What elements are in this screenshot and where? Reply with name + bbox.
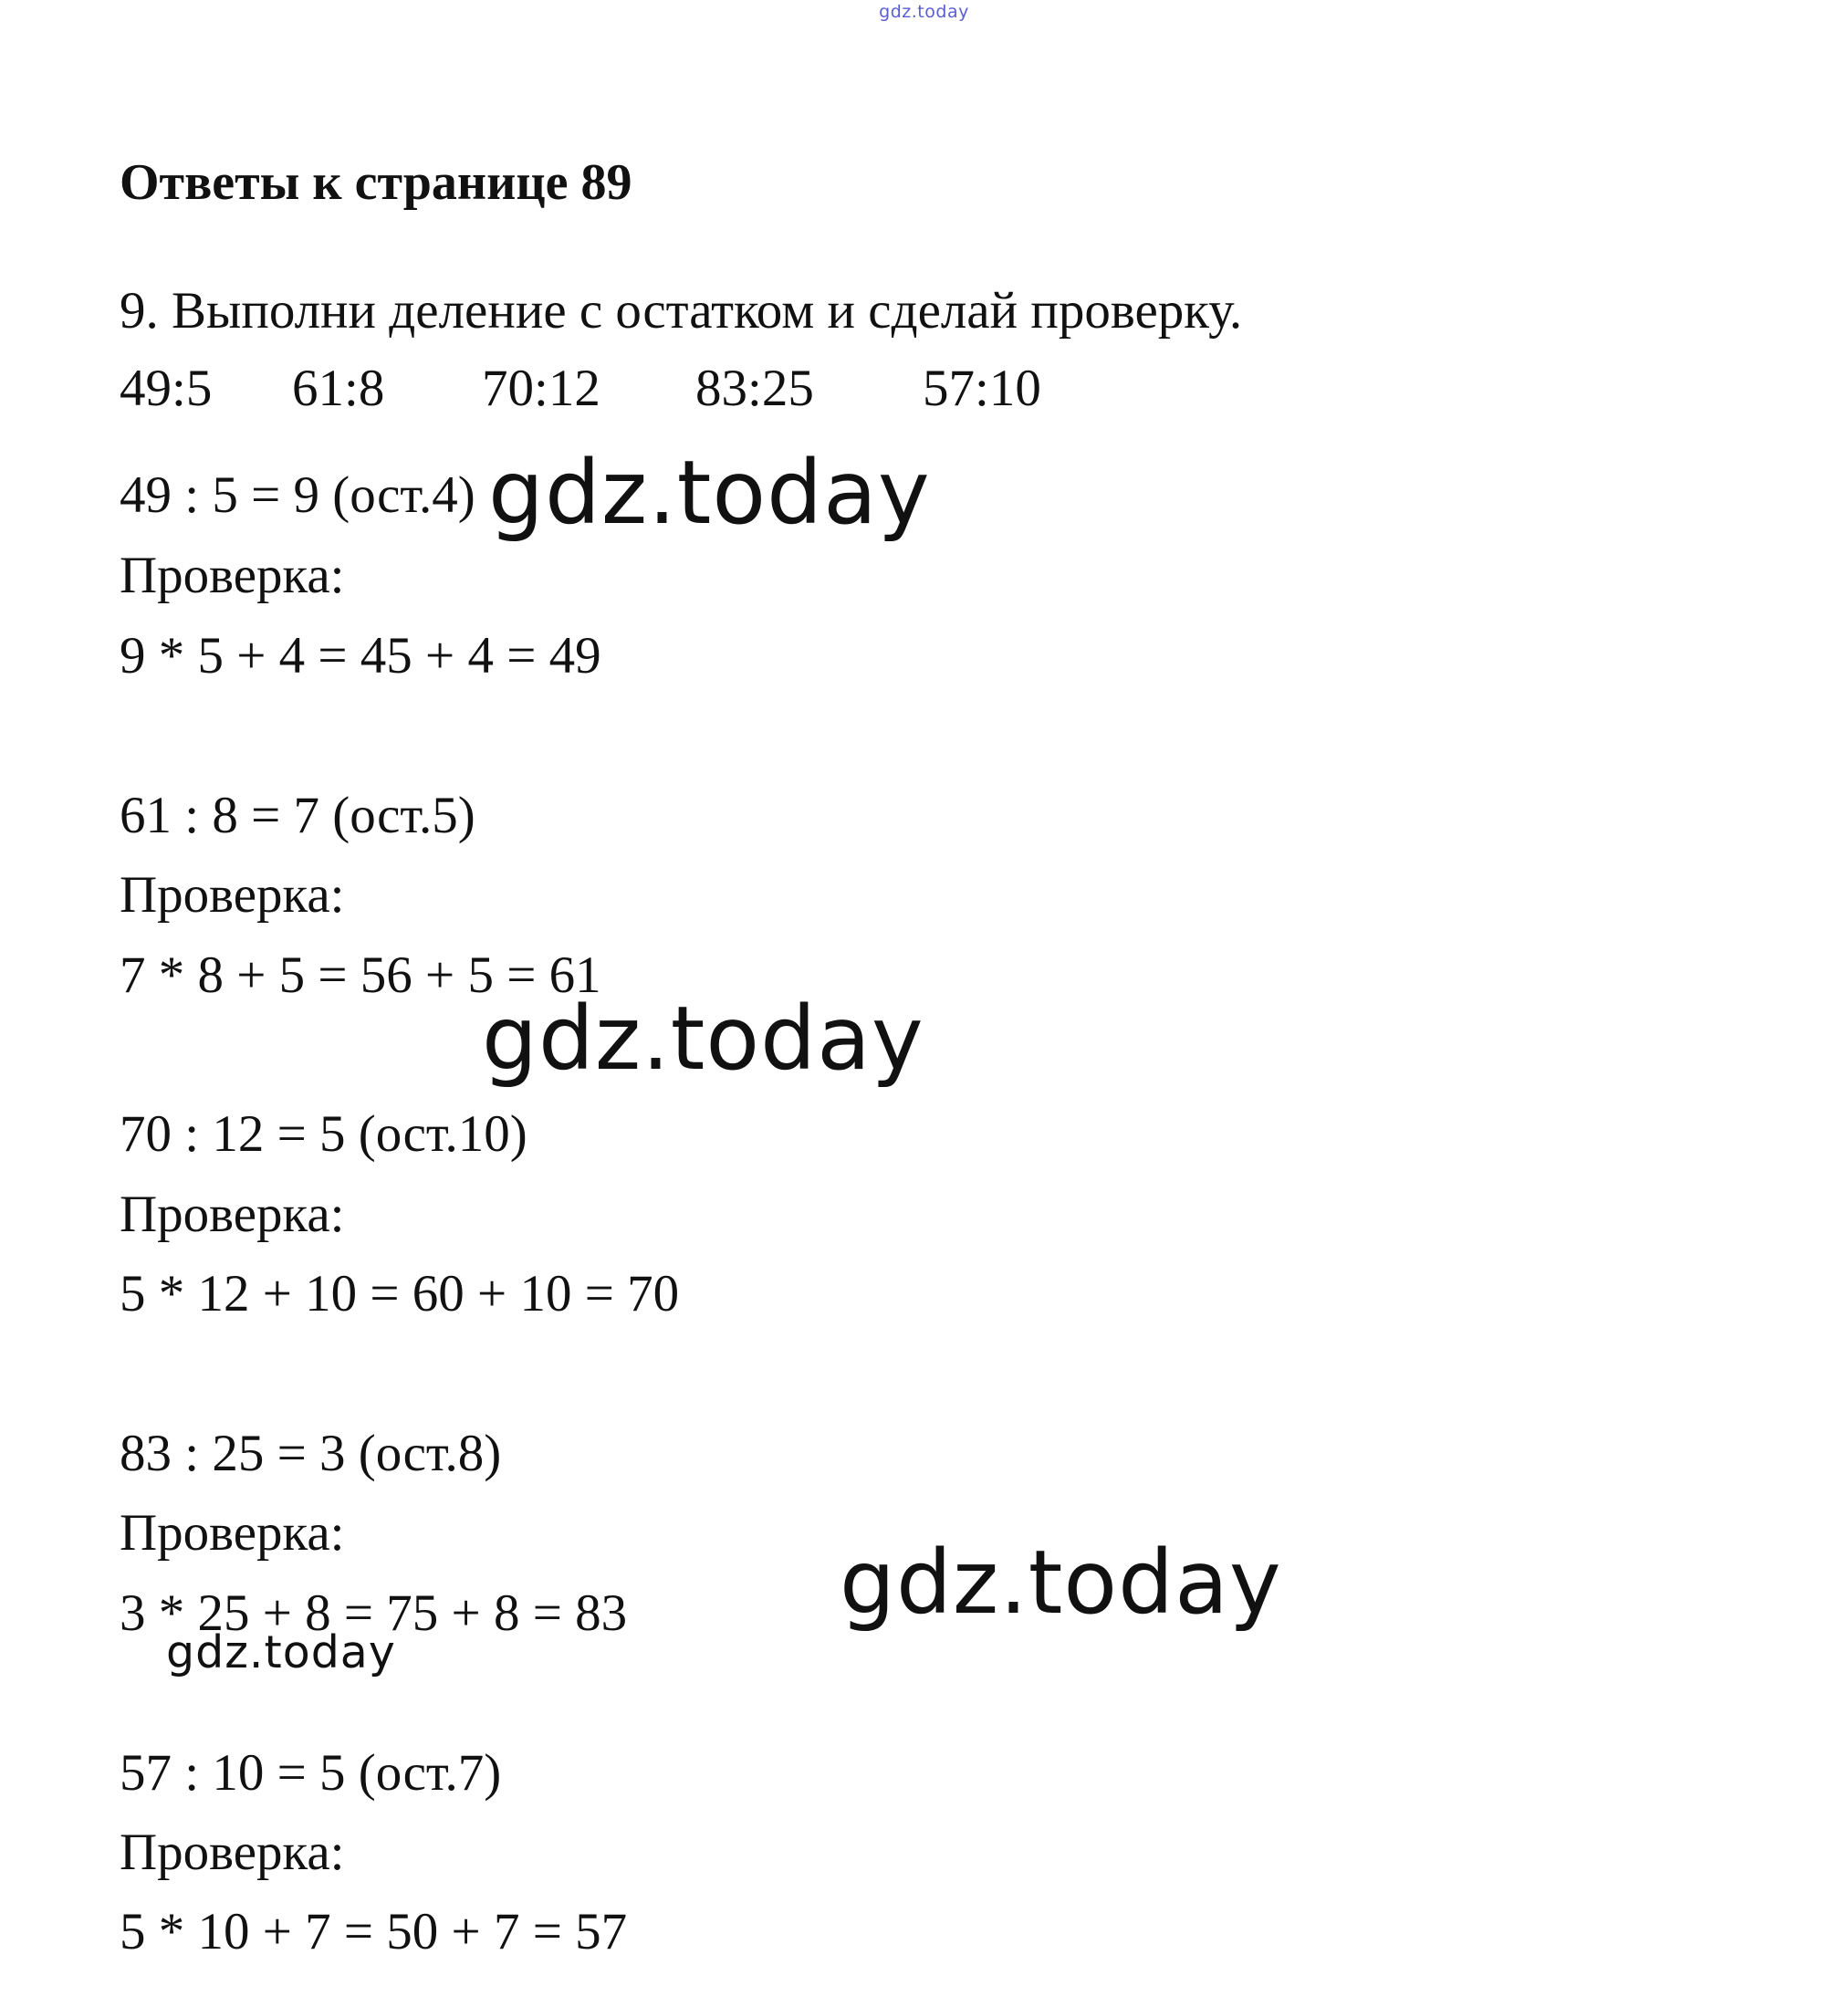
examples-row <box>120 362 1123 417</box>
watermark: gdz.today <box>166 1626 396 1678</box>
watermark: gdz.today <box>840 1531 1282 1634</box>
top-watermark: gdz.today <box>879 2 969 22</box>
check-label: Проверка: <box>120 1824 345 1881</box>
example-item: 49:5 <box>120 360 213 417</box>
example-item: 70:12 <box>482 360 600 417</box>
solution-equation: 70 : 12 = 5 (ост.10) <box>120 1105 527 1163</box>
solution-equation: 57 : 10 = 5 (ост.7) <box>120 1744 502 1802</box>
example-item: 83:25 <box>695 360 814 417</box>
check-expression: 5 * 12 + 10 = 60 + 10 = 70 <box>120 1265 680 1322</box>
solution-equation: 49 : 5 = 9 (ост.4) <box>120 466 475 524</box>
check-expression: 3 * 25 + 8 = 75 + 8 = 83 <box>120 1584 628 1642</box>
solution-equation: 61 : 8 = 7 (ост.5) <box>120 787 475 844</box>
solution-equation: 83 : 25 = 3 (ост.8) <box>120 1425 502 1482</box>
watermark: gdz.today <box>488 442 931 544</box>
task-statement: 9. Выполни деление с остатком и сделай проверку. <box>120 282 1243 340</box>
example-item: 57:10 <box>923 360 1041 417</box>
check-label: Проверка: <box>120 866 345 924</box>
check-expression: 9 * 5 + 4 = 45 + 4 = 49 <box>120 627 601 685</box>
watermark: gdz.today <box>482 988 924 1090</box>
example-item: 61:8 <box>292 360 385 417</box>
page-title: Ответы к странице 89 <box>120 154 632 211</box>
check-expression: 5 * 10 + 7 = 50 + 7 = 57 <box>120 1903 628 1960</box>
check-label: Проверка: <box>120 547 345 604</box>
check-label: Проверка: <box>120 1504 345 1562</box>
check-label: Проверка: <box>120 1186 345 1243</box>
check-expression: 7 * 8 + 5 = 56 + 5 = 61 <box>120 946 601 1004</box>
